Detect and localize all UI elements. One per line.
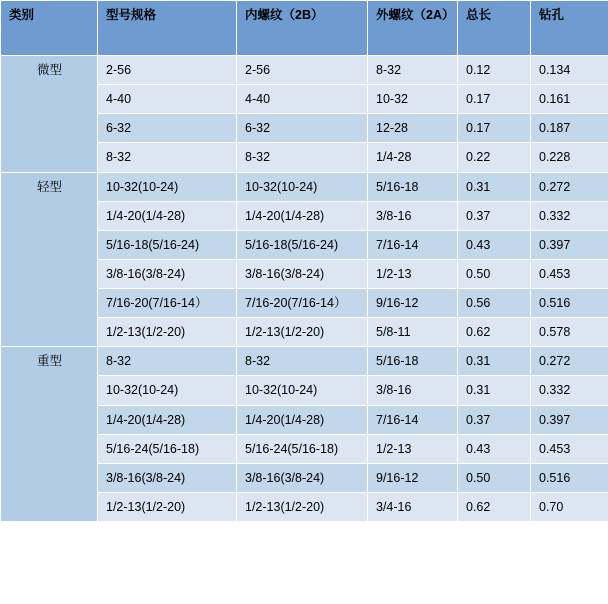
cell-external-thread: 8-32 [368,56,458,85]
cell-drill-hole: 0.332 [531,376,608,405]
table-header [1,1,608,56]
cell-external-thread: 7/16-14 [368,230,458,259]
table-row [1,56,608,85]
cell-external-thread: 10-32 [368,85,458,114]
cell-total-length: 0.62 [458,492,531,521]
cell-total-length: 0.12 [458,56,531,85]
cell-internal-thread: 8-32 [237,143,368,172]
cell-model-spec: 1/2-13(1/2-20) [98,318,237,347]
cell-external-thread: 5/8-11 [368,318,458,347]
cell-model-spec: 4-40 [98,85,237,114]
cell-total-length: 0.37 [458,405,531,434]
column-header-external-thread: 外螺纹（2A） [368,1,458,56]
cell-drill-hole: 0.272 [531,172,608,201]
cell-drill-hole: 0.272 [531,347,608,376]
cell-drill-hole: 0.332 [531,201,608,230]
cell-total-length: 0.62 [458,318,531,347]
cell-model-spec: 10-32(10-24) [98,376,237,405]
cell-model-spec: 6-32 [98,114,237,143]
column-header-internal-thread: 内螺纹（2B） [237,1,368,56]
cell-total-length: 0.50 [458,463,531,492]
cell-internal-thread: 5/16-24(5/16-18) [237,434,368,463]
cell-model-spec: 10-32(10-24) [98,172,237,201]
category-cell-light: 轻型 [1,172,98,347]
cell-external-thread: 3/8-16 [368,201,458,230]
cell-drill-hole: 0.578 [531,318,608,347]
cell-internal-thread: 10-32(10-24) [237,376,368,405]
cell-total-length: 0.43 [458,230,531,259]
table-row [1,347,608,376]
cell-total-length: 0.31 [458,172,531,201]
cell-external-thread: 3/4-16 [368,492,458,521]
table-header-row [1,1,608,56]
cell-model-spec: 3/8-16(3/8-24) [98,463,237,492]
column-header-model-spec: 型号规格 [98,1,237,56]
cell-external-thread: 5/16-18 [368,172,458,201]
cell-drill-hole: 0.397 [531,405,608,434]
cell-internal-thread: 1/4-20(1/4-28) [237,405,368,434]
cell-external-thread: 9/16-12 [368,289,458,318]
cell-internal-thread: 1/2-13(1/2-20) [237,492,368,521]
cell-model-spec: 5/16-18(5/16-24) [98,230,237,259]
cell-total-length: 0.43 [458,434,531,463]
cell-model-spec: 8-32 [98,143,237,172]
column-header-category: 类别 [1,1,98,56]
cell-drill-hole: 0.397 [531,230,608,259]
cell-drill-hole: 0.134 [531,56,608,85]
cell-internal-thread: 8-32 [237,347,368,376]
cell-model-spec: 5/16-24(5/16-18) [98,434,237,463]
cell-internal-thread: 6-32 [237,114,368,143]
cell-drill-hole: 0.516 [531,289,608,318]
cell-total-length: 0.50 [458,259,531,288]
cell-external-thread: 5/16-18 [368,347,458,376]
cell-model-spec: 1/4-20(1/4-28) [98,201,237,230]
cell-external-thread: 1/4-28 [368,143,458,172]
cell-external-thread: 1/2-13 [368,434,458,463]
cell-total-length: 0.31 [458,347,531,376]
cell-internal-thread: 2-56 [237,56,368,85]
cell-model-spec: 3/8-16(3/8-24) [98,259,237,288]
cell-external-thread: 3/8-16 [368,376,458,405]
cell-internal-thread: 1/4-20(1/4-28) [237,201,368,230]
cell-total-length: 0.22 [458,143,531,172]
cell-drill-hole: 0.453 [531,434,608,463]
cell-internal-thread: 1/2-13(1/2-20) [237,318,368,347]
cell-total-length: 0.56 [458,289,531,318]
cell-model-spec: 1/2-13(1/2-20) [98,492,237,521]
cell-internal-thread: 7/16-20(7/16-14） [237,289,368,318]
cell-model-spec: 2-56 [98,56,237,85]
cell-drill-hole: 0.453 [531,259,608,288]
column-header-total-length: 总长 [458,1,531,56]
cell-drill-hole: 0.161 [531,85,608,114]
table-body [1,56,608,522]
cell-internal-thread: 4-40 [237,85,368,114]
cell-external-thread: 1/2-13 [368,259,458,288]
cell-total-length: 0.17 [458,114,531,143]
cell-internal-thread: 3/8-16(3/8-24) [237,463,368,492]
cell-internal-thread: 10-32(10-24) [237,172,368,201]
table-row [1,172,608,201]
cell-model-spec: 8-32 [98,347,237,376]
cell-model-spec: 7/16-20(7/16-14） [98,289,237,318]
cell-total-length: 0.37 [458,201,531,230]
cell-drill-hole: 0.70 [531,492,608,521]
category-cell-micro: 微型 [1,56,98,173]
cell-model-spec: 1/4-20(1/4-28) [98,405,237,434]
cell-external-thread: 12-28 [368,114,458,143]
category-cell-heavy: 重型 [1,347,98,522]
column-header-drill-hole: 钻孔 [531,1,608,56]
cell-external-thread: 9/16-12 [368,463,458,492]
cell-drill-hole: 0.187 [531,114,608,143]
cell-external-thread: 7/16-14 [368,405,458,434]
cell-internal-thread: 5/16-18(5/16-24) [237,230,368,259]
cell-total-length: 0.17 [458,85,531,114]
cell-internal-thread: 3/8-16(3/8-24) [237,259,368,288]
cell-drill-hole: 0.228 [531,143,608,172]
cell-total-length: 0.31 [458,376,531,405]
cell-drill-hole: 0.516 [531,463,608,492]
